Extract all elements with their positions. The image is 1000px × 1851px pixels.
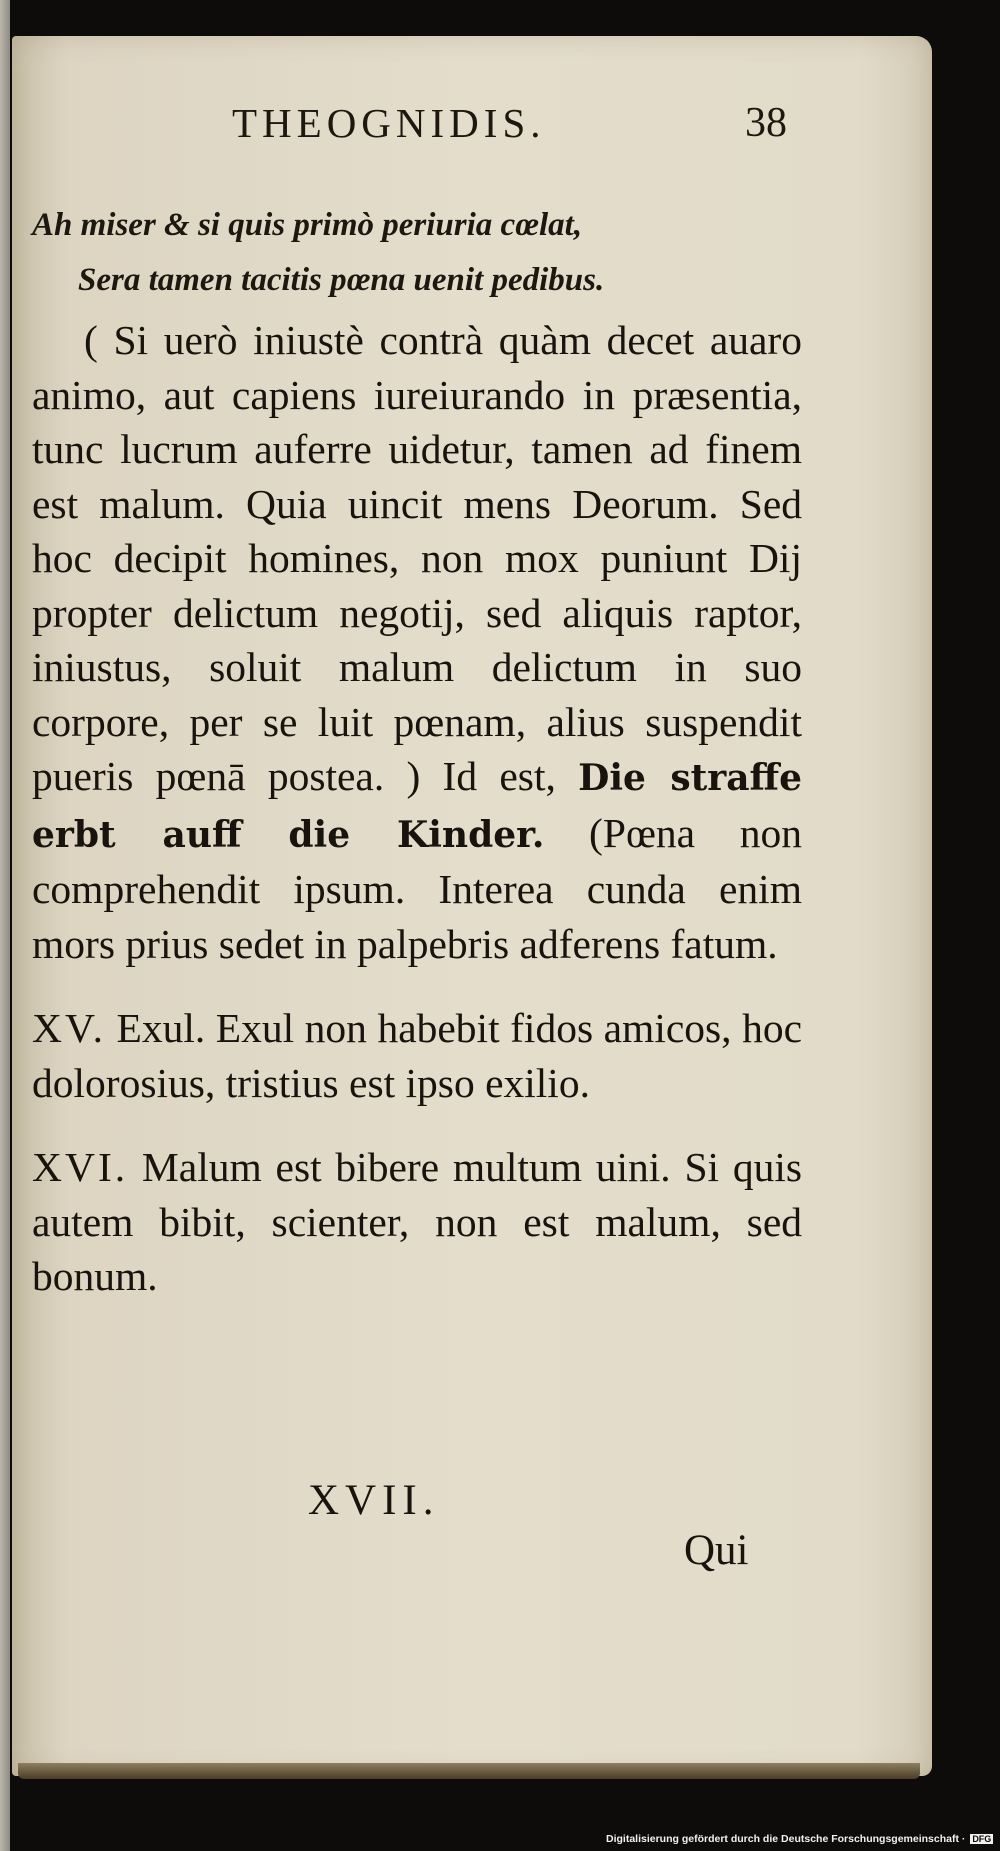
page-number: 38: [745, 100, 787, 146]
paragraph-xv: [32, 1001, 802, 1110]
verse-motto: [32, 198, 892, 308]
section-heading-xvii: XVII.: [308, 1477, 440, 1524]
paragraph-xv-text: Exul. Exul non habebit fidos amicos, hoc dolorosius, tristius est ipso exilio.: [32, 1005, 802, 1106]
book-page: [12, 36, 932, 1776]
commentary-text-continued: (Pœna non comprehendit ipsum. Interea cunda enim mors prius sedet in palpebris adferens fatum.: [32, 809, 803, 967]
page-bottom-edge: [18, 1763, 920, 1779]
dfg-logo-badge: DFG: [972, 1834, 992, 1844]
motto-line-2: Sera tamen tacitis pœna uenit pedibus.: [78, 262, 605, 298]
commentary-text: ( Si uerò iniustè contrà quàm decet auaro animo, aut capiens iureiurando in præsentia, tunc lucrum auferre uidetur, tamen ad finem est malum. Quia uincit mens Deorum. Sed hoc decipit homines, non mox puniunt Dij propter delictum negotij, sed aliquis raptor, iniustus, soluit malum delictum in suo corpore, per se luit pœnam, alius suspendit pueris pœnā postea. ) Id est,: [32, 317, 802, 799]
section-numeral-xv: XV.: [32, 1005, 106, 1051]
paragraph-xvi-text: Malum est bibere multum uini. Si quis autem bibit, scienter, non est malum, sed bonum.: [32, 1144, 803, 1299]
catchword: Qui: [684, 1527, 749, 1574]
german-fraktur-phrase: Die straffe erbt auff die Kinder.: [32, 757, 802, 856]
paragraph-xvi: [32, 1140, 802, 1304]
running-title: THEOGNIDIS.: [232, 100, 546, 146]
body-text: [32, 313, 802, 1304]
credit-text: Digitalisierung gefördert durch die Deutsche Forschungsgemeinschaft ·: [606, 1833, 966, 1845]
motto-line-1: Ah miser & si quis primò periuria cœlat,: [32, 207, 583, 243]
digitization-credit: [606, 1833, 993, 1845]
adjacent-page-edge: [0, 0, 10, 1851]
section-numeral-xvi: XVI.: [32, 1144, 129, 1190]
page-header: [12, 99, 932, 159]
paragraph-commentary: [32, 313, 802, 971]
